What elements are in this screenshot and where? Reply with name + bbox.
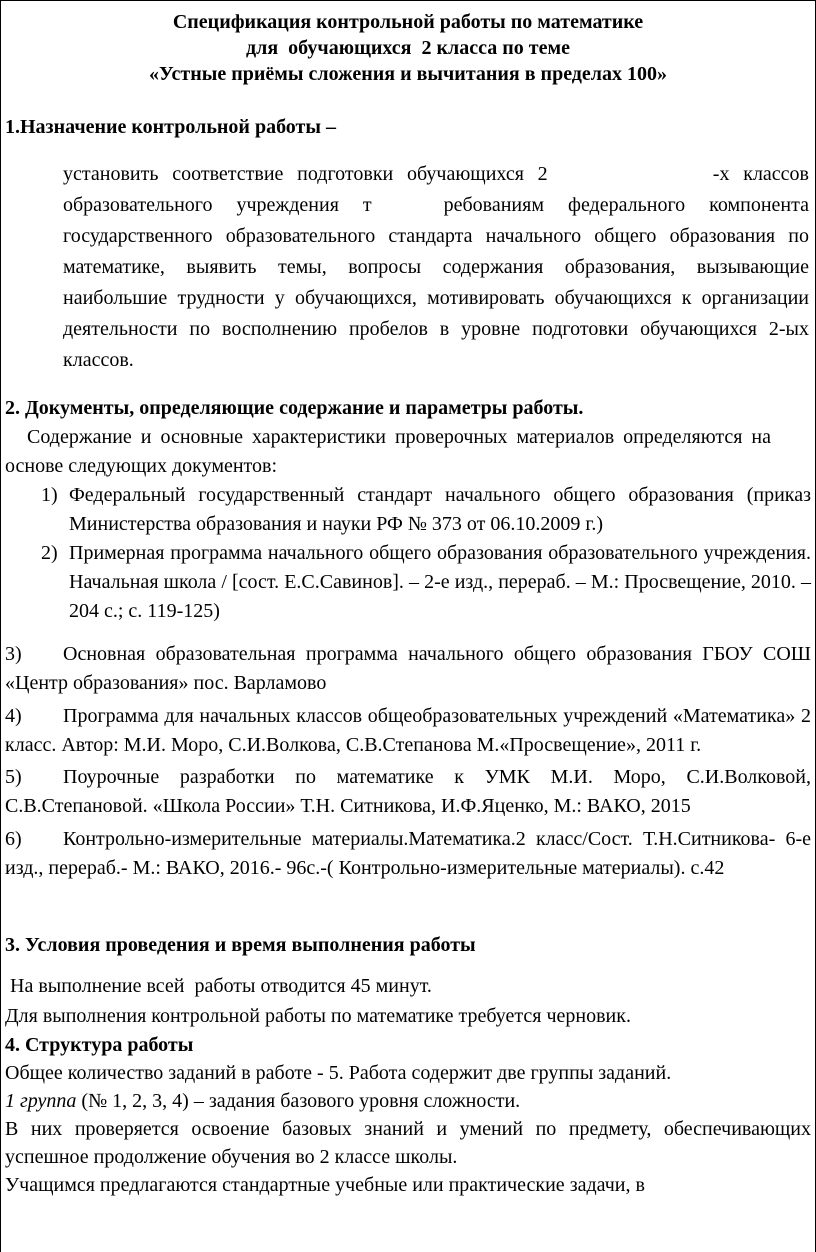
section-3-line-2: Для выполнения контрольной работы по математике требуется черновик.: [5, 1005, 631, 1027]
section-4-last-line: Учащимся предлагаются стандартные учебные или практические задачи, в: [5, 1174, 645, 1196]
section-4-line-1: Общее количество заданий в работе - 5. Работа содержит две группы заданий.: [5, 1062, 672, 1084]
section-1-body: установить соответствие подготовки обучающихся 2 -х классов образовательного учреждения т ребованиям федерального компонента государственного образовательного стандарта начального общего образования по математике, выявить темы, вопросы содержания образования, вызывающие наибольшие трудности у обучающихся, мотивировать обучающихся к организации деятельности по восполнению пробелов в уровне подготовки обучающихся 2-ых классов.: [63, 163, 809, 371]
item-number: 4): [5, 705, 22, 727]
item-text: Поурочные разработки по математике к УМК М.И. Моро, С.И.Волковой, С.В.Степановой. «Школа России» Т.Н. Ситникова, И.Ф.Яценко, М.: ВАКО, 2015: [5, 766, 811, 817]
section-3-heading: 3. Условия проведения и время выполнения работы: [5, 934, 476, 956]
item-text: Федеральный государственный стандарт начального общего образования (приказ Министерства образования и науки РФ № 373 от 06.10.2009 г.): [69, 484, 811, 535]
section-4-group-1-line: [5, 1087, 811, 1115]
section-3-line-1: На выполнение всей работы отводится 45 минут.: [5, 975, 432, 997]
title-line-1: Спецификация контрольной работы по математике: [172, 11, 644, 33]
document-title: [5, 9, 811, 87]
group-1-label: 1 группа: [5, 1090, 77, 1112]
section-2-intro: Содержание и основные характеристики проверочных материалов определяются на основе следующих документов:: [5, 426, 771, 477]
reference-item-4: [5, 702, 811, 760]
section-4-paragraph: В них проверяется освоение базовых знаний и умений по предмету, обеспечивающих успешное продолжение обучения во 2 классе школы.: [5, 1118, 811, 1168]
reference-item-1: [5, 481, 811, 539]
section-4-heading: 4. Структура работы: [5, 1034, 194, 1056]
reference-item-6: [5, 825, 811, 883]
item-number: 5): [5, 766, 22, 788]
group-1-description: (№ 1, 2, 3, 4) – задания базового уровня сложности.: [76, 1090, 521, 1112]
item-text: Основная образовательная программа начального общего образования ГБОУ СОШ «Центр образования» пос. Варламово: [5, 643, 811, 694]
item-number: 1): [41, 484, 58, 506]
item-number: 3): [5, 643, 22, 665]
title-line-3: «Устные приёмы сложения и вычитания в пределах 100»: [148, 63, 668, 85]
item-text: Примерная программа начального общего образования образовательного учреждения. Начальная школа / [сост. Е.С.Савинов]. – 2-е изд., перераб. – М.: Просвещение, 2010. – 204 с.; с. 119-125): [69, 542, 811, 622]
reference-item-5: [5, 763, 811, 821]
item-text: Контрольно-измерительные материалы.Математика.2 класс/Сост. Т.Н.Ситникова- 6-е изд., перераб.- М.: ВАКО, 2016.- 96с.-( Контрольно-измерительные материалы). с.42: [5, 828, 811, 879]
reference-item-3: [5, 640, 811, 698]
section-1-heading: 1.Назначение контрольной работы –: [5, 116, 336, 138]
title-line-2: для обучающихся 2 класса по теме: [246, 37, 570, 59]
section-2-heading: 2. Документы, определяющие содержание и параметры работы.: [5, 397, 584, 419]
item-number: 2): [41, 542, 58, 564]
reference-item-2: [5, 539, 811, 626]
item-text: Программа для начальных классов общеобразовательных учреждений «Математика» 2 класс. Автор: М.И. Моро, С.И.Волкова, С.В.Степанова М.«Просвещение», 2011 г.: [5, 705, 811, 756]
item-number: 6): [5, 828, 22, 850]
